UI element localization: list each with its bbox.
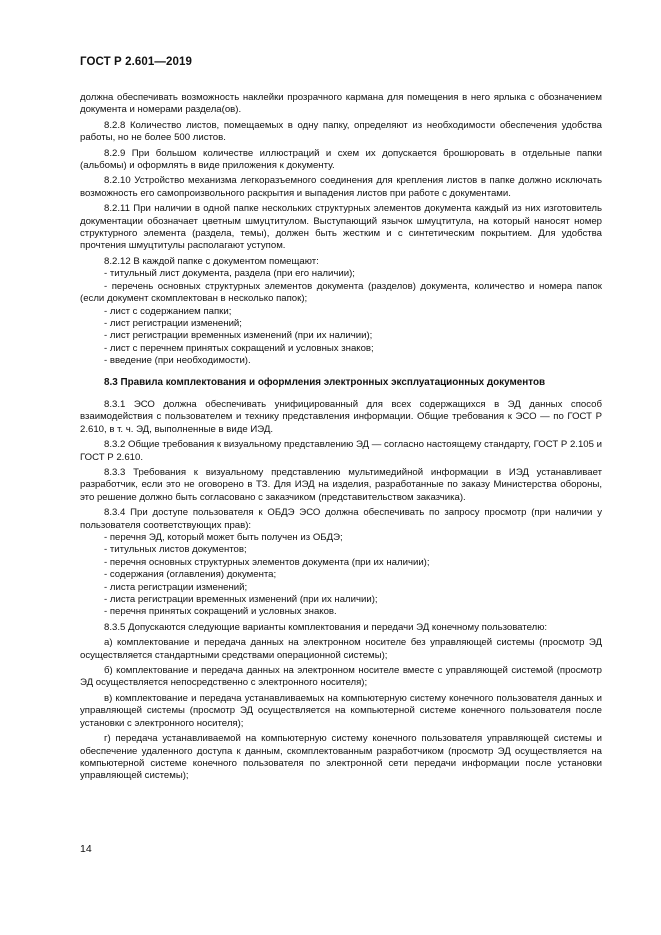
- variant-g: г) передача устанавливаемой на компьютерную систему конечного пользователя управляющей системы и обеспечение удаленного доступа к данным, скомплектованным разработчиком (просмотр ЭД осуществляется на компьютерной системе конечного пользователя по электронной сети передачи информации после установки управляющей системы);: [80, 733, 602, 782]
- paragraph-intro: должна обеспечивать возможность наклейки прозрачного кармана для помещения в него ярлыка с обозначением документа и номерами раздела(ов).: [80, 92, 602, 116]
- paragraph-8-3-3: 8.3.3 Требования к визуальному представлению мультимедийной информации в ИЭД устанавливает разработчик, если это не оговорено в ТЗ. Для ИЭД на изделия, разработанные по заказу Министерства обороны, это решение должно быть согласовано с заказчиком (представительством заказчика).: [80, 466, 602, 503]
- variant-a: а) комплектование и передача данных на электронном носителе без управляющей системы (просмотр ЭД осуществляется стандартными средствами операционной системы);: [80, 637, 602, 661]
- list-item: - лист с перечнем принятых сокращений и условных знаков;: [104, 342, 374, 354]
- list-item: - лист с содержанием папки;: [104, 305, 232, 317]
- variant-b: б) комплектование и передача данных на электронном носителе вместе с управляющей системой (просмотр ЭД осуществляется непосредственно с электронного носителя);: [80, 665, 602, 689]
- document-header: ГОСТ Р 2.601—2019: [80, 56, 192, 68]
- list-item: - лист регистрации временных изменений (при их наличии);: [104, 330, 373, 342]
- list-item: - лист регистрации изменений;: [104, 317, 242, 329]
- section-title-8-3: 8.3 Правила комплектования и оформления электронных эксплуатационных документов: [104, 376, 546, 388]
- page-number: 14: [80, 843, 92, 855]
- paragraph-8-2-12: 8.2.12 В каждой папке с документом помещают:: [104, 255, 319, 267]
- paragraph-8-2-11: 8.2.11 При наличии в одной папке нескольких структурных элементов документа каждый из них изготовитель документации обозначает цветным шмуцтитулом. Выступающий язычок шмуцтитула, на который наносят номер структурного элемента (раздела, темы), должен быть жестким и с синтетическим покрытием. Для удобства прочтения шмуцтитулы располагают уступом.: [80, 203, 602, 252]
- list-8-2-12: [80, 268, 602, 367]
- paragraph-8-3-5: 8.3.5 Допускаются следующие варианты комплектования и передачи ЭД конечному пользователю:: [104, 621, 548, 633]
- paragraph-8-3-1: 8.3.1 ЭСО должна обеспечивать унифицированный для всех содержащихся в ЭД данных способ взаимодействия с пользователем и технику представления информации. Общие требования к ЭСО — по ГОСТ Р 2.610, в т. ч. ЭД, выполненные в виде ИЭД.: [80, 398, 602, 435]
- page-body: [80, 92, 602, 786]
- list-item: - листа регистрации изменений;: [104, 581, 248, 593]
- paragraph-8-2-8: 8.2.8 Количество листов, помещаемых в одну папку, определяют из необходимости обеспечения удобства работы, но не более 500 листов.: [80, 119, 602, 144]
- list-item: - титульный лист документа, раздела (при его наличии);: [104, 268, 355, 280]
- list-item: - содержания (оглавления) документа;: [104, 569, 277, 581]
- list-item: - введение (при необходимости).: [104, 355, 251, 367]
- list-item: - титульных листов документов;: [104, 544, 247, 556]
- paragraph-8-2-10: 8.2.10 Устройство механизма легкоразъемного соединения для крепления листов в папке должно исключать возможность его самопроизвольного раскрытия и выпадения листов при работе с документами.: [80, 175, 602, 199]
- paragraph-8-3-2: 8.3.2 Общие требования к визуальному представлению ЭД — согласно настоящему стандарту, ГОСТ Р 2.105 и ГОСТ Р 2.610.: [80, 439, 602, 463]
- variant-v: в) комплектование и передача устанавливаемых на компьютерную систему конечного пользователя данных и управляющей системы (просмотр ЭД осуществляется на компьютерной системе конечного пользователя после установки с электронного носителя);: [80, 692, 602, 729]
- paragraph-8-2-9: 8.2.9 При большом количестве иллюстраций и схем их допускается брошюровать в отдельные папки (альбомы) и оформлять в виде приложения к документу.: [80, 147, 602, 172]
- list-item: - перечень основных структурных элементов документа (разделов) документа, количество и номера папок (если документ скомплектован в несколько папок);: [80, 280, 602, 305]
- paragraph-8-3-4: 8.3.4 При доступе пользователя к ОБДЭ ЭСО должна обеспечивать по запросу просмотр (при наличии у пользователя соответствующих прав):: [80, 507, 602, 531]
- list-item: - листа регистрации временных изменений (при их наличии);: [104, 594, 378, 606]
- list-item: - перечня принятых сокращений и условных знаков.: [104, 606, 337, 618]
- list-item: - перечня основных структурных элементов документа (при их наличии);: [104, 556, 430, 568]
- list-8-3-4: [80, 532, 602, 619]
- list-item: - перечня ЭД, который может быть получен из ОБДЭ;: [104, 532, 343, 543]
